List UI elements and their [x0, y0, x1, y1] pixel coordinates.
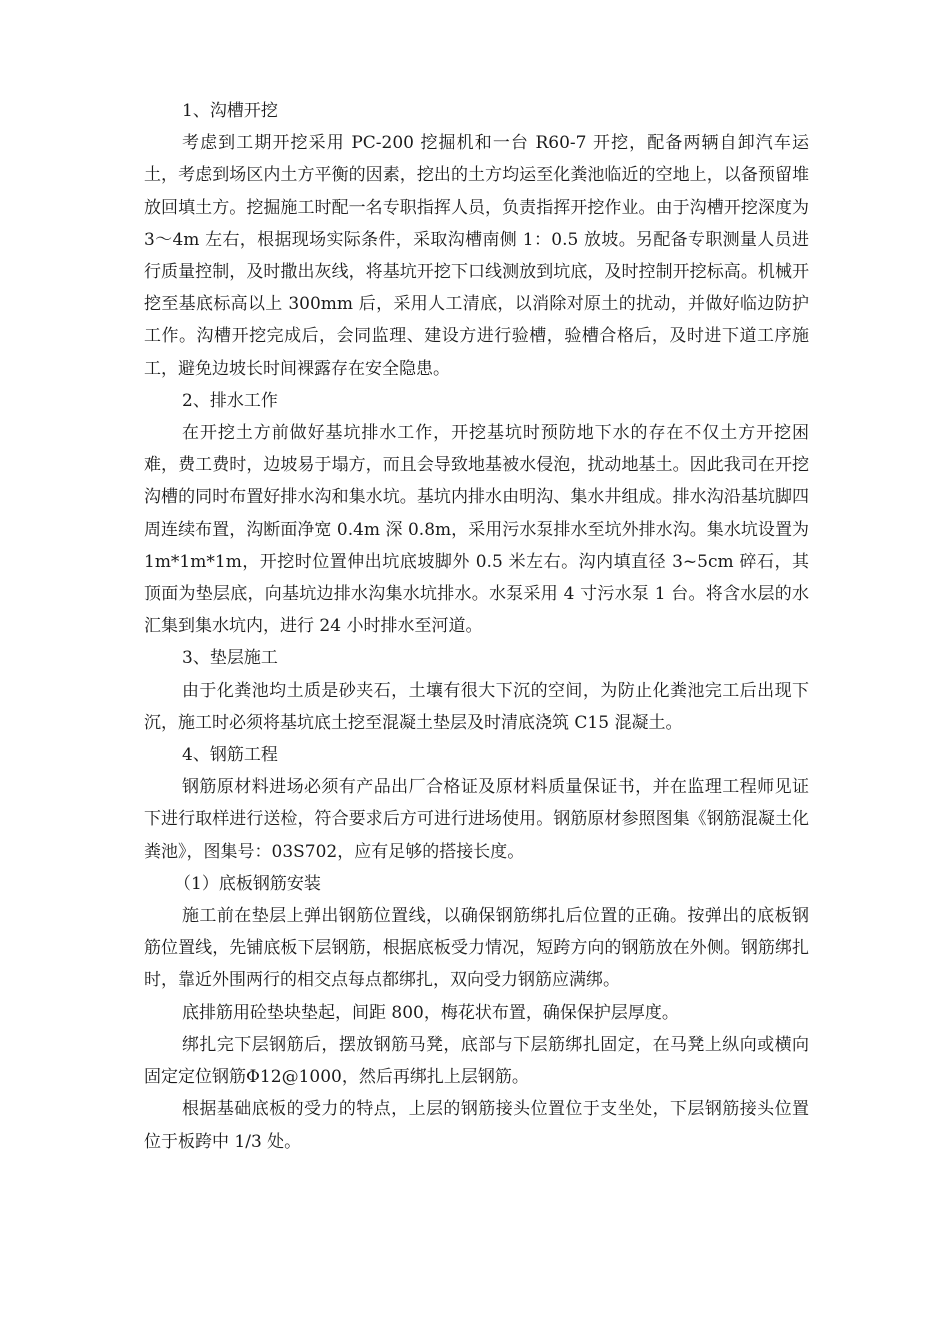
section-heading-cushion-layer: 3、垫层施工	[182, 648, 278, 669]
paragraph-base-plate-rebar-4: 根据基础底板的受力的特点，上层的钢筋接头位置位于支坐处，下层钢筋接头位置位于板跨中 1/3 处。	[144, 1099, 809, 1152]
subsection-heading-base-plate-rebar: （1）底板钢筋安装	[174, 873, 321, 894]
paragraph-drainage: 在开挖土方前做好基坑排水工作，开挖基坑时预防地下水的存在不仅土方开挖困难，费工费时，边坡易于塌方，而且会导致地基被水侵泡，扰动地基土。因此我司在开挖沟槽的同时布置好排水沟和集水坑。基坑内排水由明沟、集水井组成。排水沟沿基坑脚四周连续布置，沟断面净宽 0.4m 深 0.8m，采用污水泵排水至坑外排水沟。集水坑设置为 1m*1m*1m，开挖时位置伸出坑底坡脚外 0.5 米左右。沟内填直径 3~5cm 碎石，其顶面为垫层底，向基坑边排水沟集水坑排水。水泵采用 4 寸污水泵 1 台。将含水层的水汇集到集水坑内，进行 24 小时排水至河道。	[144, 423, 809, 637]
section-heading-rebar-works: 4、钢筋工程	[182, 745, 278, 766]
paragraph-base-plate-rebar-2: 底排筋用砼垫块垫起，间距 800，梅花状布置，确保保护层厚度。	[182, 1002, 679, 1023]
section-heading-drainage: 2、排水工作	[182, 390, 278, 411]
paragraph-base-plate-rebar-3: 绑扎完下层钢筋后，摆放钢筋马凳，底部与下层筋绑扎固定，在马凳上纵向或横向固定定位钢筋Φ12@1000，然后再绑扎上层钢筋。	[144, 1034, 809, 1088]
document-body	[144, 95, 809, 1158]
section-heading-trench-excavation: 1、沟槽开挖	[182, 101, 278, 121]
paragraph-trench-excavation: 考虑到工期开挖采用 PC-200 挖掘机和一台 R60-7 开挖，配备两辆自卸汽车运土，考虑到场区内土方平衡的因素，挖出的土方均运至化粪池临近的空地上，以备预留堆放回填土方。挖掘施工时配一名专职指挥人员，负责指挥开挖作业。由于沟槽开挖深度为 3～4m 左右，根据现场实际条件，采取沟槽南侧 1：0.5 放坡。另配备专职测量人员进行质量控制，及时撒出灰线，将基坑开挖下口线测放到坑底，及时控制开挖标高。机械开挖至基底标高以上 300mm 后，采用人工清底，以消除对原土的扰动，并做好临边防护工作。沟槽开挖完成后，会同监理、建设方进行验槽，验槽合格后，及时进下道工序施工，避免边坡长时间裸露存在安全隐患。	[144, 133, 809, 379]
paragraph-rebar-works: 钢筋原材料进场必须有产品出厂合格证及原材料质量保证书，并在监理工程师见证下进行取样进行送检，符合要求后方可进行进场使用。钢筋原材参照图集《钢筋混凝土化粪池》，图集号：03S702，应有足够的搭接长度。	[144, 777, 809, 862]
paragraph-base-plate-rebar-1: 施工前在垫层上弹出钢筋位置线，以确保钢筋绑扎后位置的正确。按弹出的底板钢筋位置线，先铺底板下层钢筋，根据底板受力情况，短跨方向的钢筋放在外侧。钢筋绑扎时，靠近外围两行的相交点每点都绑扎，双向受力钢筋应满绑。	[144, 906, 809, 991]
paragraph-cushion-layer: 由于化粪池均土质是砂夹石，土壤有很大下沉的空间，为防止化粪池完工后出现下沉，施工时必须将基坑底土挖至混凝土垫层及时清底浇筑 C15 混凝土。	[144, 680, 809, 733]
